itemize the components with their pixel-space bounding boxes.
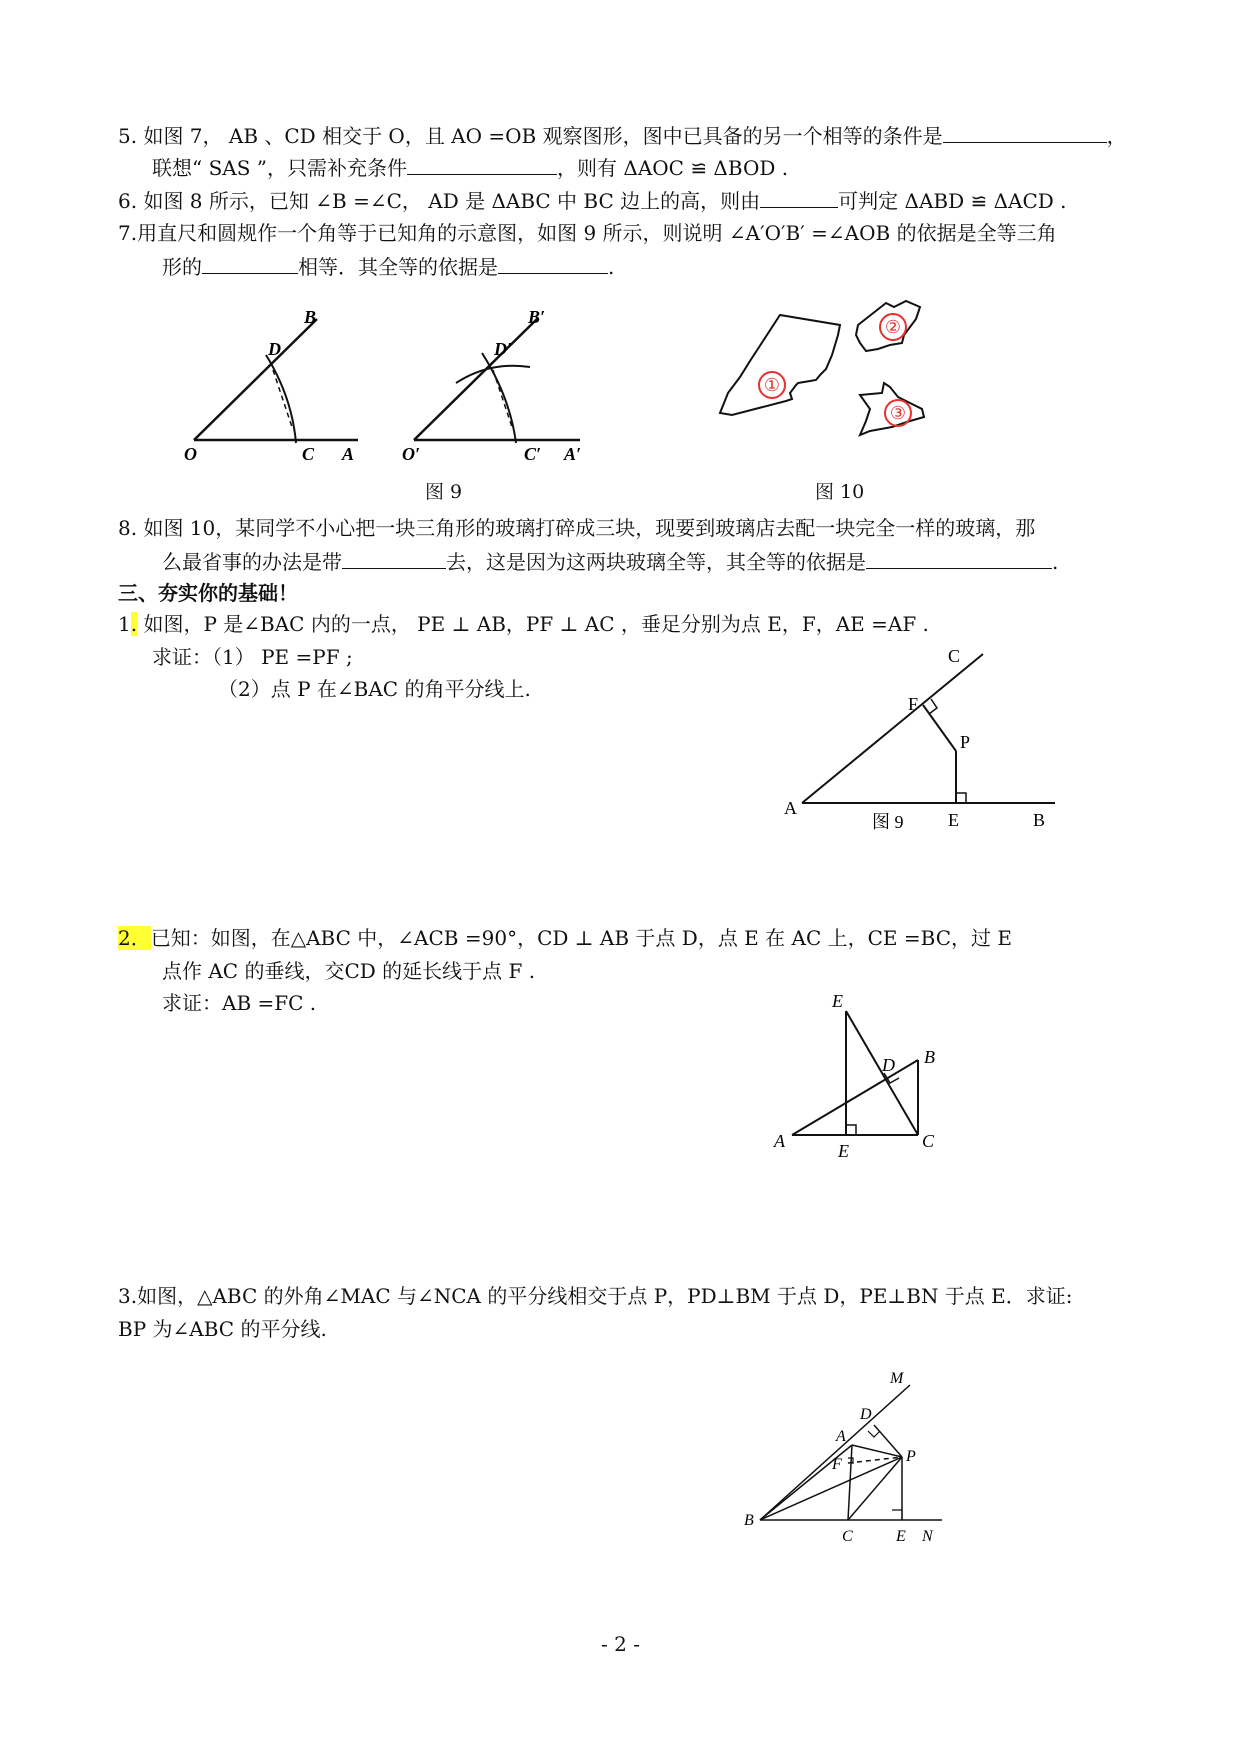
p1-figure: [780, 646, 1070, 840]
q8-text-b: 去，这是因为这两块玻璃全等，其全等的依据是: [446, 550, 866, 574]
label-D: D: [882, 1055, 895, 1075]
label-C: C: [948, 646, 961, 666]
p1-number-dot: .: [130, 612, 138, 636]
p2-number: 2．: [118, 926, 151, 950]
q5-text-end: ，: [1106, 124, 1127, 148]
equal-mark: =: [488, 124, 506, 148]
label-F: F: [832, 1456, 842, 1473]
label-N: N: [922, 1528, 933, 1545]
label-A: A: [774, 1131, 785, 1151]
label-D: D: [860, 1406, 872, 1423]
p1-prove-1a: 求证：（1） PE: [152, 645, 296, 669]
equal-mark: =: [871, 612, 888, 636]
p2-text-a: 已知：如图，在△ABC 中，∠ACB: [150, 926, 465, 950]
label-E-bottom: E: [838, 1141, 849, 1161]
p1-text-b: AF .: [887, 612, 929, 636]
label-B: B: [744, 1512, 754, 1529]
q6-line: [118, 187, 1067, 214]
q5-blank-2[interactable]: [407, 154, 557, 175]
label-A-prime: A′: [564, 444, 582, 464]
q5-text-b: OB 观察图形，图中已具备的另一个相等的条件是: [505, 124, 943, 148]
p1-figure-caption: 图 9: [872, 812, 904, 832]
p2-figure: [770, 991, 970, 1185]
q8-text-a: 么最省事的办法是带: [162, 550, 342, 574]
q7-line1: [118, 220, 1057, 246]
q8-blank-1[interactable]: [342, 548, 446, 569]
figure-10-caption: 图 10: [815, 481, 865, 503]
q8-text-c: .: [1052, 550, 1059, 574]
label-C: C: [842, 1528, 853, 1545]
q7-line2: [162, 253, 614, 280]
label-F: F: [908, 694, 919, 714]
q5-line1: [118, 122, 1127, 149]
q8-line2: [162, 548, 1058, 575]
q6-text-c: 可判定 ΔABD ≌ ΔACD .: [838, 189, 1067, 213]
q8-line1: 8. 如图 10，某同学不小心把一块三角形的玻璃打碎成三块，现要到玻璃店去配一块完全一样的玻璃，那: [118, 516, 1036, 540]
p2-prove: [162, 990, 316, 1016]
p3-line2: BP 为∠ABC 的平分线.: [118, 1317, 327, 1341]
q7-text-e: .: [608, 255, 615, 279]
q5-line2: [152, 154, 788, 181]
q5-text-d: ，则有 ΔAOC ≌ ΔBOD .: [557, 156, 789, 180]
label-C-prime: C′: [524, 444, 542, 464]
piece-2-label: ②: [884, 317, 902, 337]
piece-3-label: ③: [889, 403, 907, 423]
figure-9a: [180, 305, 380, 465]
label-E: E: [948, 810, 959, 830]
q7-text-c: 形的: [162, 255, 202, 279]
label-A: A: [784, 798, 797, 818]
p2-prove-b: FC .: [274, 991, 317, 1015]
equal-mark: =: [903, 926, 921, 950]
piece-1-label: ①: [763, 375, 781, 395]
label-O: O: [184, 444, 197, 464]
equal-mark: =: [464, 926, 482, 950]
q7-blank-1[interactable]: [202, 253, 298, 274]
equal-mark: =: [257, 991, 275, 1015]
q6-blank[interactable]: [760, 187, 838, 208]
label-E: E: [896, 1528, 906, 1545]
label-P: P: [906, 1448, 916, 1465]
equal-mark: =: [295, 645, 313, 669]
q5-text-c: 联想“ SAS ”，只需补充条件: [152, 156, 408, 180]
p2-text-b: 90°，CD ⊥ AB 于点 D，点 E 在 AC 上，CE: [481, 926, 904, 950]
q5-blank-1[interactable]: [943, 122, 1107, 143]
equal-mark: =: [353, 189, 370, 213]
label-D: D: [268, 339, 281, 359]
label-D-prime: D′: [494, 339, 513, 359]
label-B: B: [304, 307, 317, 327]
label-P: P: [960, 732, 971, 752]
p3-line1: 3.如图，△ABC 的外角∠MAC 与∠NCA 的平分线相交于点 P，PD⊥BM 于点 D，PE⊥BN 于点 E．求证:: [118, 1284, 1073, 1308]
figure-9-caption: 图 9: [425, 481, 463, 503]
p2-line2: 点作 AC 的垂线，交CD 的延长线于点 F .: [162, 959, 536, 983]
p2-prove-a: 求证：AB: [162, 991, 258, 1015]
label-E-top: E: [832, 991, 843, 1011]
p1-text-a: 如图，P 是∠BAC 内的一点， PE ⊥ AB，PF ⊥ AC ，垂足分别为点 E，F，AE: [137, 612, 872, 636]
label-A: A: [342, 444, 355, 464]
p1-number: 1: [118, 612, 131, 636]
equal-mark: =: [811, 221, 828, 245]
p1-prove1: [152, 644, 353, 670]
label-C: C: [922, 1131, 935, 1151]
p1-prove2: （2）点 P 在∠BAC 的角平分线上.: [218, 677, 531, 701]
label-C: C: [302, 444, 315, 464]
q5-text-a: 5. 如图 7， AB 、CD 相交于 O，且 AO: [118, 124, 489, 148]
label-A: A: [836, 1428, 846, 1445]
p3-figure: [720, 1365, 960, 1555]
label-B-prime: B′: [528, 307, 546, 327]
label-M: M: [890, 1370, 904, 1387]
label-O-prime: O′: [402, 444, 421, 464]
q7-blank-2[interactable]: [498, 253, 608, 274]
q7-text-b: ∠AOB 的依据是全等三角: [827, 221, 1057, 245]
p2-line1: [118, 925, 1012, 951]
section-3-title: 三、夯实你的基础！: [118, 581, 298, 605]
figure-9b: [400, 305, 610, 465]
q6-text-b: ∠C， AD 是 ΔABC 中 BC 边上的高，则由: [369, 189, 761, 213]
q7-text-a: 7.用直尺和圆规作一个角等于已知角的示意图，如图 9 所示，则说明 ∠A′O′B′: [118, 221, 812, 245]
label-B: B: [924, 1047, 935, 1067]
q8-blank-2[interactable]: [866, 548, 1052, 569]
q6-text-a: 6. 如图 8 所示，已知 ∠B: [118, 189, 354, 213]
page-number: - 2 -: [601, 1632, 640, 1656]
p1-prove-1b: PF ;: [312, 645, 353, 669]
p1-line1: [118, 611, 929, 637]
q7-text-d: 相等．其全等的依据是: [298, 255, 498, 279]
p2-text-c: BC，过 E: [920, 926, 1012, 950]
label-B: B: [1033, 810, 1046, 830]
figure-10: [710, 285, 970, 465]
